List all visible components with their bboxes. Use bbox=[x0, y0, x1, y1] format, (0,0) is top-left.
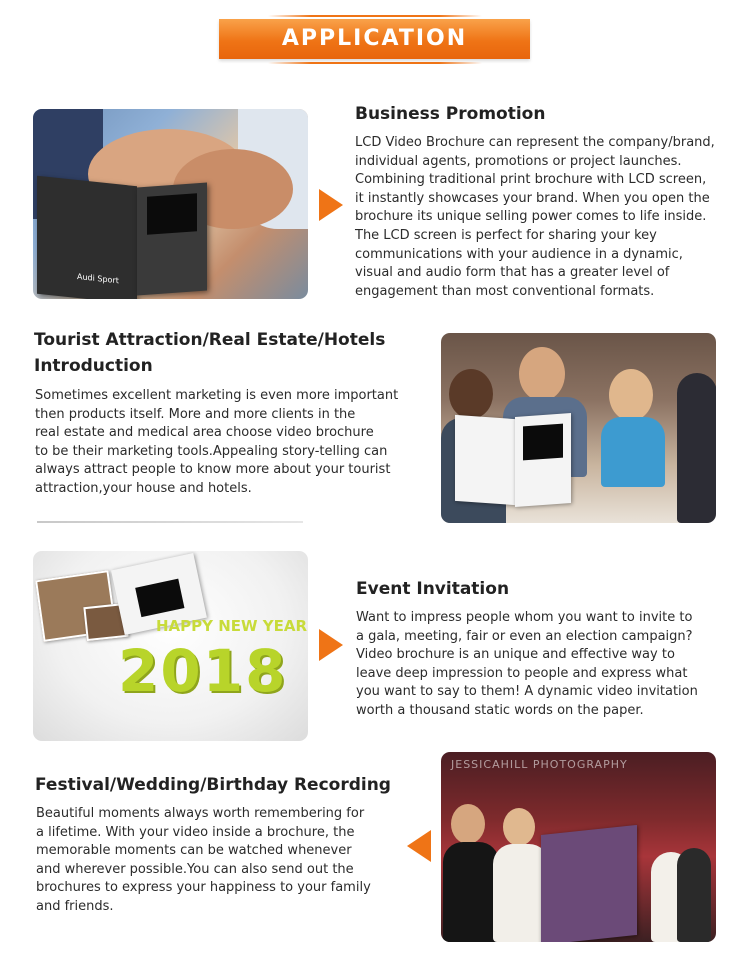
text-line: individual agents, promotions or project launches. bbox=[355, 153, 682, 169]
page-title: APPLICATION bbox=[219, 19, 530, 59]
person-right bbox=[601, 417, 665, 487]
section-text-event bbox=[356, 609, 726, 721]
text-line: then products itself. More and more clients in the bbox=[35, 406, 356, 422]
header-rule-top bbox=[268, 15, 482, 17]
brochure-cover bbox=[37, 176, 137, 299]
person-head-bride bbox=[503, 808, 535, 846]
year-text: 2018 bbox=[118, 637, 288, 705]
brochure-cover bbox=[455, 415, 515, 505]
section-title-tourist bbox=[34, 327, 385, 379]
brochure-page bbox=[137, 183, 207, 296]
arrow-right-icon bbox=[319, 189, 343, 221]
person-head-right bbox=[609, 369, 653, 421]
text-line: communications with your audience in a dynamic, bbox=[355, 246, 683, 262]
text-line: Want to impress people whom you want to invite to bbox=[356, 610, 693, 625]
text-line: a lifetime. With your video inside a brochure, the bbox=[36, 824, 355, 840]
text-line: it instantly showcases your brand. When you open the bbox=[355, 190, 710, 206]
section-text-festival bbox=[36, 805, 416, 917]
person-groom-right bbox=[677, 848, 711, 942]
text-line: and wherever possible.You can also send out the bbox=[36, 861, 354, 877]
text-line: engagement than most conventional formats. bbox=[355, 283, 655, 299]
text-line: leave deep impression to people and express what bbox=[356, 665, 688, 681]
lcd-screen bbox=[523, 424, 563, 461]
section-title-festival: Festival/Wedding/Birthday Recording bbox=[35, 775, 391, 795]
person-groom bbox=[443, 842, 499, 942]
text-line: always attract people to know more about your tourist bbox=[35, 462, 391, 478]
person-hair-left bbox=[449, 369, 493, 419]
person-edge bbox=[677, 373, 716, 523]
text-line: visual and audio form that has a greater level of bbox=[355, 265, 670, 281]
title-line: Tourist Attraction/Real Estate/Hotels bbox=[34, 330, 386, 350]
text-line: Sometimes excellent marketing is even more important bbox=[35, 388, 399, 403]
text-line: Beautiful moments always worth remembering for bbox=[36, 806, 365, 821]
lcd-screen bbox=[135, 579, 184, 617]
person-head-center bbox=[519, 347, 565, 401]
section-text-tourist bbox=[35, 387, 415, 499]
section-divider bbox=[37, 521, 303, 523]
text-line: a gala, meeting, fair or even an election campaign? bbox=[356, 628, 693, 644]
wedding-brochure-image bbox=[441, 752, 716, 942]
arrow-left-icon bbox=[407, 830, 431, 862]
brochure-cover bbox=[541, 825, 637, 942]
text-line: real estate and medical area choose video brochure bbox=[35, 425, 374, 441]
header-rule-bottom bbox=[268, 62, 482, 64]
text-line: Video brochure is an unique and effective way to bbox=[356, 647, 675, 663]
text-line: Combining traditional print brochure with LCD screen, bbox=[355, 172, 707, 188]
text-line: and friends. bbox=[36, 898, 114, 914]
section-title-business: Business Promotion bbox=[355, 104, 546, 124]
handshake-brochure-image bbox=[33, 109, 308, 299]
happy-new-year-text: HAPPY NEW YEAR bbox=[156, 617, 308, 635]
lcd-screen bbox=[147, 193, 197, 234]
section-title-event: Event Invitation bbox=[356, 579, 510, 599]
text-line: The LCD screen is perfect for sharing your key bbox=[355, 227, 657, 243]
cafe-meeting-image bbox=[441, 333, 716, 523]
text-line: to be their marketing tools.Appealing story-telling can bbox=[35, 443, 388, 459]
photographer-watermark: JESSICAHILL PHOTOGRAPHY bbox=[451, 758, 628, 771]
section-text-business bbox=[355, 134, 725, 301]
text-line: attraction,your house and hotels. bbox=[35, 480, 252, 496]
text-line: you want to say to them! A dynamic video invitation bbox=[356, 684, 698, 700]
text-line: brochure its unique selling power comes to life inside. bbox=[355, 209, 707, 225]
brochure-page bbox=[515, 413, 571, 507]
brochure-brand: Audi Sport bbox=[77, 271, 119, 286]
text-line: brochures to express your happiness to your family bbox=[36, 880, 371, 896]
title-line: Introduction bbox=[34, 356, 153, 376]
text-line: memorable moments can be watched whenever bbox=[36, 843, 352, 859]
arrow-right-icon bbox=[319, 629, 343, 661]
text-line: LCD Video Brochure can represent the company/brand, bbox=[355, 135, 715, 150]
text-line: worth a thousand static words on the paper. bbox=[356, 702, 644, 718]
new-year-brochure-image bbox=[33, 551, 308, 741]
person-head-groom bbox=[451, 804, 485, 844]
